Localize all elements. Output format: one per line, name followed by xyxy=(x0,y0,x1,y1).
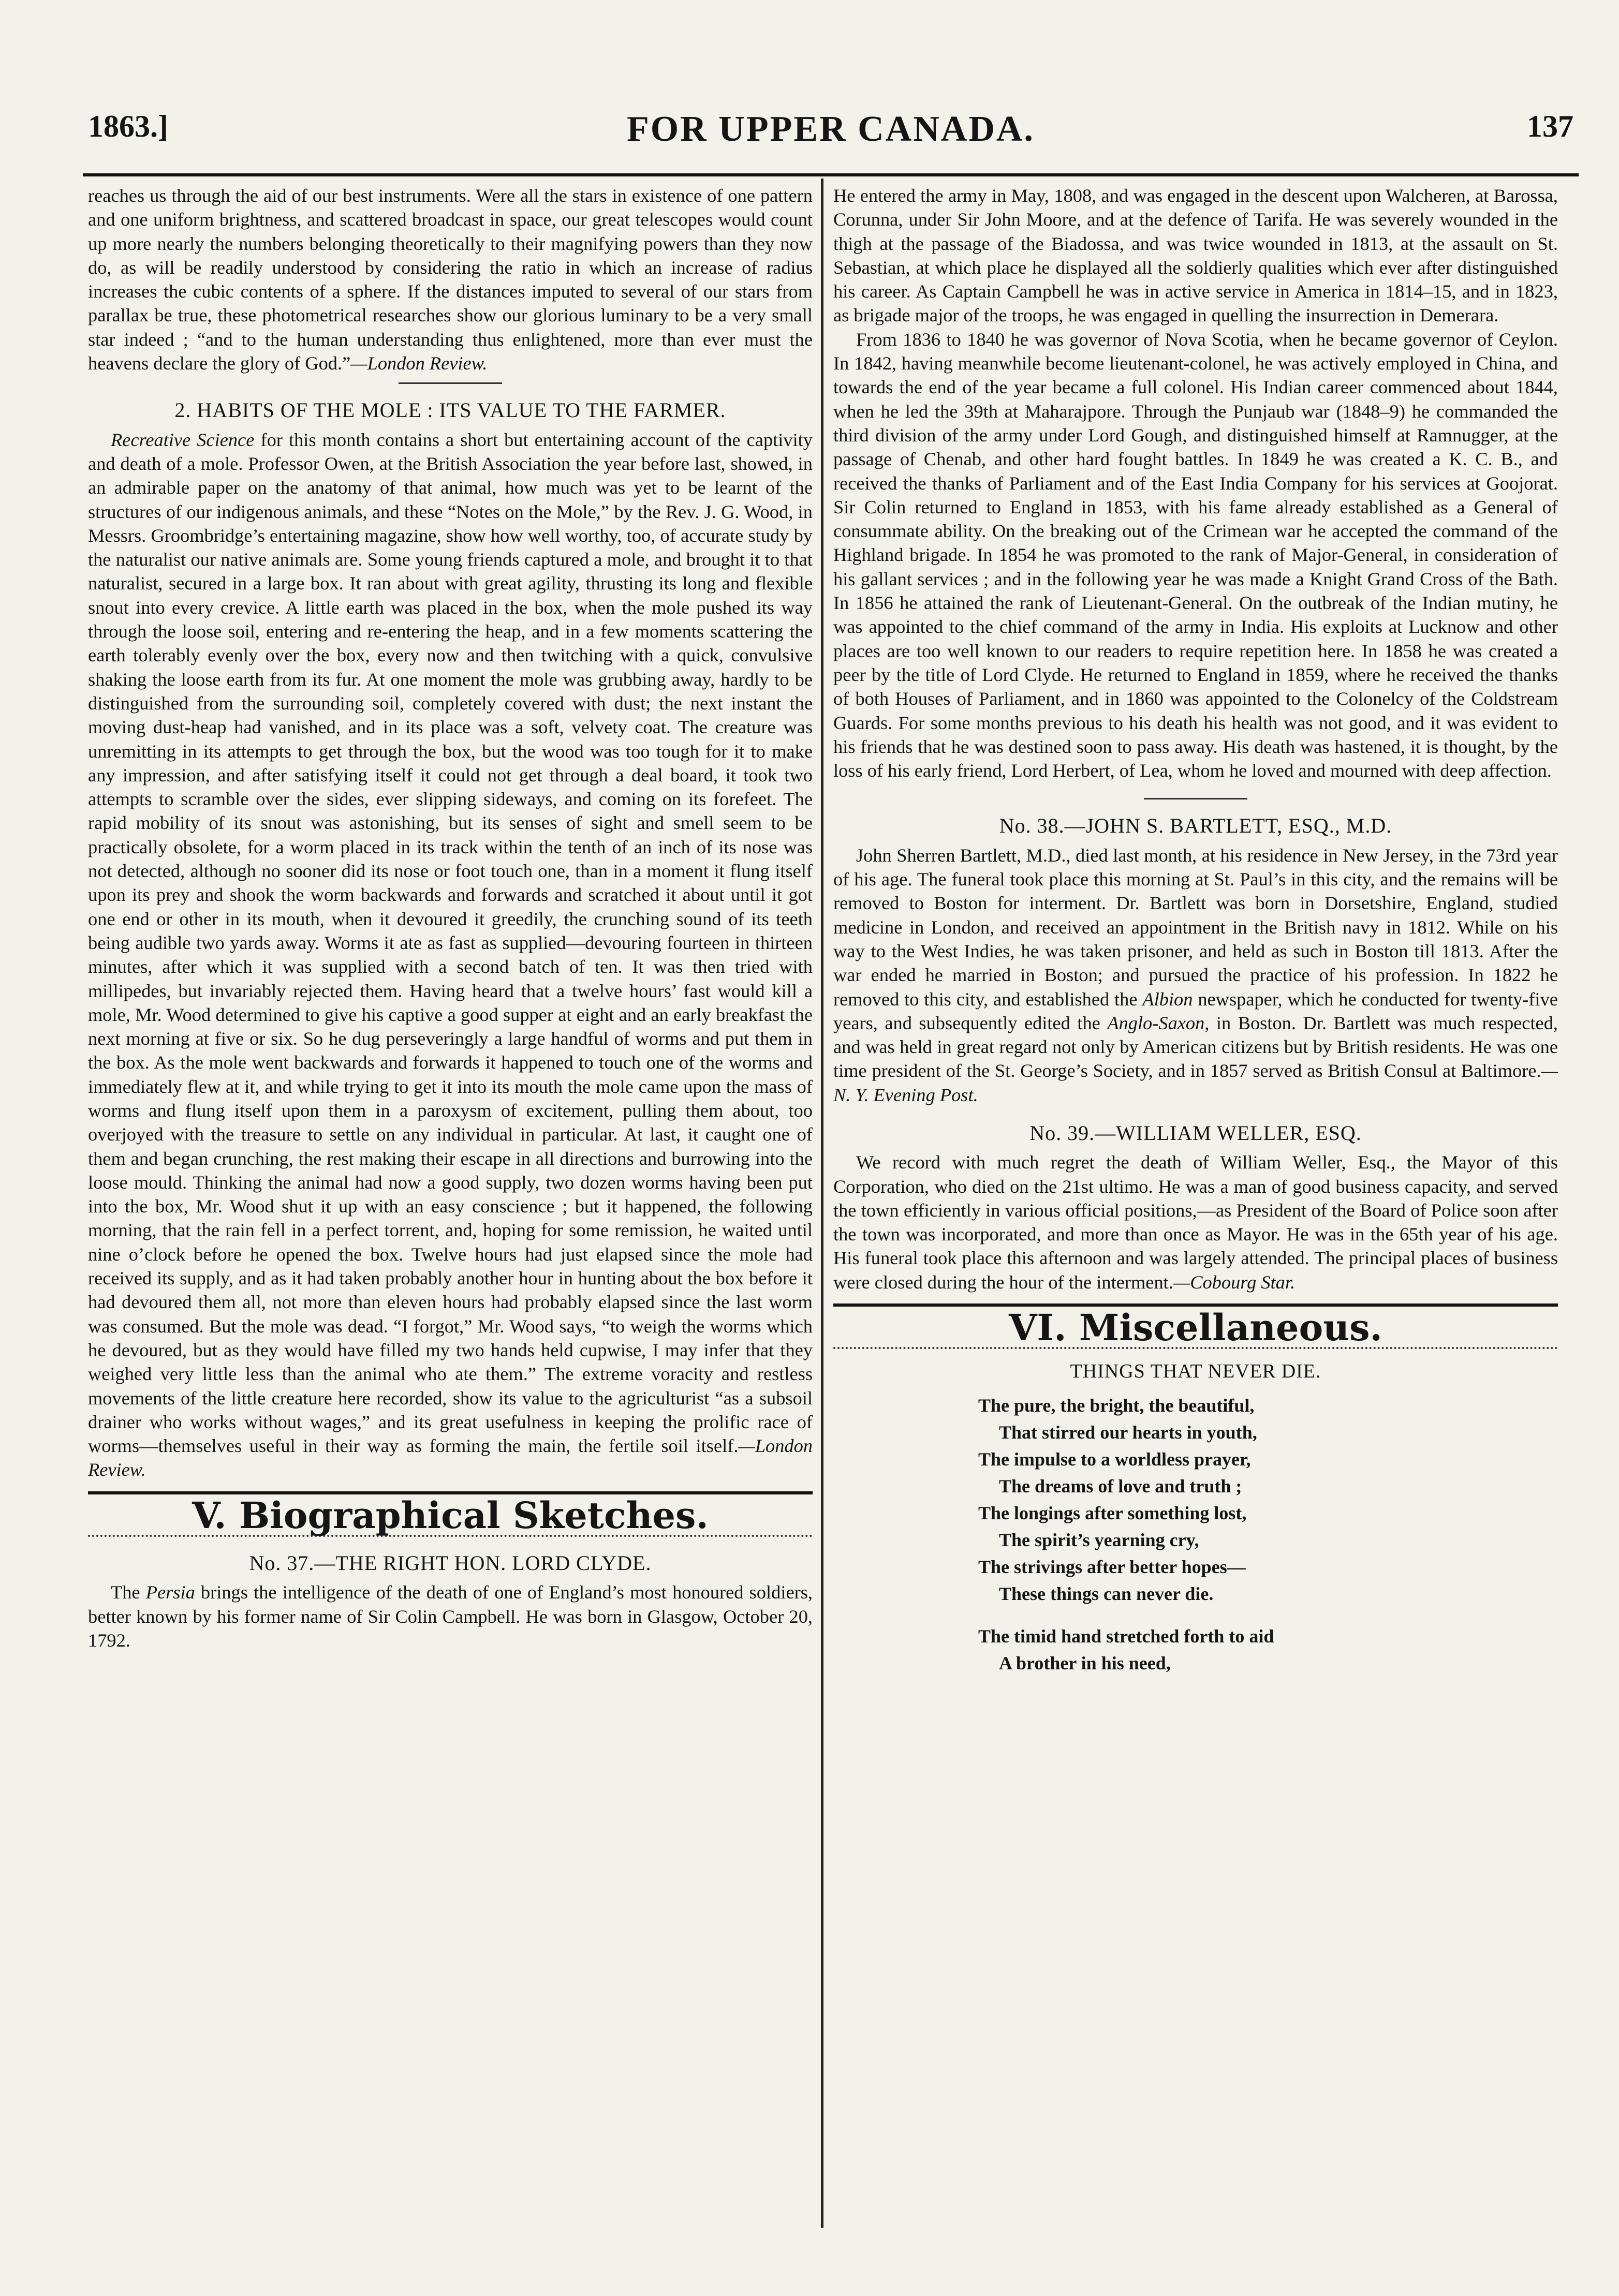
stars-paragraph: reaches us through the aid of our best instruments. Were all the stars in existence of one pattern and one uniform brightness, and scattered broadcast in space, our great telescopes would count up more nearly the numbers belonging theoretically to their magnifying powers than they now do, as will be readily understood by considering the ratio in which an increase of radius increases the cubic contents of a sphere. If the distances imputed to several of our stars from parallax be true, these photometrical researches show our glorious luminary to be a very small star indeed ; “and to the human understanding thus enlightened, more than ever must the heavens declare the glory of God.”—London Review. xyxy=(88,185,813,374)
poem-line: The longings after something lost, xyxy=(978,1502,1247,1523)
clyde-paragraph-3: From 1836 to 1840 he was governor of Nova Scotia, when he became governor of Ceylon. In 1842, having meanwhile become lieutenant-colonel, he was actively employed in China, and towards the end of the year became a full colonel. His Indian career commenced about 1844, when he led the 39th at Maharajpore. Through the Punjaub war (1848–9) he commanded the third division of the army under Lord Gough, and distinguished himself at Ramnugger, at the passage of Chenab, and other hard fought battles. In 1849 he was created a K. C. B., and received the thanks of Parliament and of the East India Company for his services at Goojorat. Sir Colin returned to England in 1853, with his fame already established as a General of consummate ability. On the breaking out of the Crimean war he accepted the command of the Highland brigade. In 1854 he was promoted to the rank of Major-General, in consideration of his gallant services ; and in the following year he was made a Knight Grand Cross of the Bath. In 1856 he attained the rank of Lieutenant-General. On the outbreak of the Indian mutiny, he was appointed to the chief command of the army in India. His exploits at Lucknow and other places are too well known to our readers to require repetition here. In 1858 he was created a peer by the title of Lord Clyde. He returned to England in 1859, where he received the thanks of both Houses of Parliament, and in 1860 was appointed to the Colonelcy of the Coldstream Guards. For some months previous to his death his health was not good, and it was evident to his friends that he was destined soon to pass away. His death was hastened, it is thought, by the loss of his early friend, Lord Herbert, of Lea, whom he loved and mourned with deep affection. xyxy=(833,329,1558,781)
section-vi-title: VI. Miscellaneous. xyxy=(1009,1306,1382,1350)
poem-line: The spirit’s yearning cry, xyxy=(999,1529,1199,1550)
column-divider xyxy=(821,179,823,2228)
header-rule xyxy=(83,173,1579,176)
left-column xyxy=(88,184,813,1652)
short-separator-2 xyxy=(1144,798,1247,799)
poem-title: THINGS THAT NEVER DIE. xyxy=(1070,1360,1321,1383)
weller-source: —Cobourg Star. xyxy=(1173,1271,1296,1293)
section-v-banner xyxy=(88,1491,813,1537)
albion-title: Albion xyxy=(1142,988,1193,1010)
short-separator xyxy=(399,382,502,384)
bartlett-heading: No. 38.—JOHN S. BARTLETT, ESQ., M.D. xyxy=(999,814,1392,838)
header-date: 1863.] xyxy=(88,109,168,143)
poem-line: These things can never die. xyxy=(999,1583,1214,1604)
weller-paragraph: We record with much regret the death of William Weller, Esq., the Mayor of this Corporation, who died on the 21st ultimo. He was a man of good business capacity, and served the town efficiently in various official positions,—as President of the Board of Police soon after the town was incorporated, and more than once as Mayor. He was in the 65th year of his age. His funeral took place this afternoon and was largely attended. The principal places of business were closed during the hour of the interment.—Cobourg Star. xyxy=(833,1152,1558,1293)
bartlett-paragraph: John Sherren Bartlett, M.D., died last month, at his residence in New Jersey, in the 73rd year of his age. The funeral took place this morning at St. Paul’s in this city, and the remains will be removed to Boston for interment. Dr. Bartlett was born in Dorsetshire, England, studied medicine in London, and received an appointment in the British navy in 1812. While on his way to the West Indies, he was taken prisoner, and held as such in Boston till 1813. After the war ended he married in Boston; and pursued the practice of his profession. In 1822 he removed to this city, and established the Albion newspaper, which he conducted for twenty-five years, and subsequently edited the Anglo-Saxon, in Boston. Dr. Bartlett was much respected, and was held in great regard not only by American citizens but by British residents. He was one time president of the St. George’s Society, and in 1857 served as British Consul at Baltimore.—N. Y. Evening Post. xyxy=(833,845,1558,1105)
poem-line: A brother in his need, xyxy=(999,1652,1171,1673)
persia-ship: Persia xyxy=(145,1582,195,1603)
running-header xyxy=(83,98,1579,160)
poem-line: The dreams of love and truth ; xyxy=(999,1475,1242,1497)
poem-line: That stirred our hearts in youth, xyxy=(999,1421,1257,1443)
mole-source: —London Review. xyxy=(88,1435,813,1480)
poem-line: The strivings after better hopes— xyxy=(978,1556,1246,1577)
poem-line: The timid hand stretched forth to aid xyxy=(978,1625,1274,1647)
bartlett-source: —N. Y. Evening Post. xyxy=(833,1060,1558,1105)
section-v-title: V. Biographical Sketches. xyxy=(192,1493,709,1537)
section-vi-banner xyxy=(833,1303,1558,1349)
poem xyxy=(833,1392,1558,1677)
poem-line: The pure, the bright, the beautiful, xyxy=(978,1395,1255,1416)
page-number: 137 xyxy=(1527,109,1573,143)
stars-source: —London Review. xyxy=(350,353,488,374)
clyde-paragraph-1: The Persia brings the intelligence of the death of one of England’s most honoured soldiers, better known by his former name of Sir Colin Campbell. He was born in Glasgow, October 20, 1792. xyxy=(88,1582,813,1651)
mole-heading: 2. HABITS OF THE MOLE : ITS VALUE TO THE FARMER. xyxy=(174,398,726,422)
header-title: FOR UPPER CANADA. xyxy=(627,109,1035,149)
weller-heading: No. 39.—WILLIAM WELLER, ESQ. xyxy=(1029,1121,1362,1145)
mole-paragraph: Recreative Science for this month contains a short but entertaining account of the captivity and death of a mole. Professor Owen, at the British Association the year before last, showed, in an admirable paper on the anatomy of that animal, how much was yet to be learnt of the structures of our indigenous animals, and these “Notes on the Mole,” by the Rev. J. G. Wood, in Messrs. Groombridge’s entertaining magazine, show how well worthy, too, of accurate study by the naturalist our native animals are. Some young friends captured a mole, and brought it to that naturalist, secured in a large box. It ran about with great agility, thrusting its long and flexible snout into every crevice. A little earth was placed in the box, when the mole pushed its way through the loose soil, entering and re-entering the heap, and in a few moments scattering the earth tolerably evenly over the box, every now and then twitching with a quick, convulsive shaking the loose earth from its fur. At one moment the mole was grubbing away, hardly to be distinguished from the surrounding soil, completely covered with dust; the next instant the moving dust-heap had vanished, and in its place was a soft, velvety coat. The creature was unremitting in its attempts to get through the box, but the wood was too tough for it to make any impression, and after satisfying itself it could not get through a deal board, it took two attempts to scramble over the sides, ever slipping sideways, and coming on its forefeet. The rapid mobility of its snout was astonishing, but its senses of sight and smell seem to be practically obsolete, for a worm placed in its track within the tenth of an inch of its nose was not detected, although no sooner did its nose or foot touch one, than in a moment it flung itself upon its prey and shook the worm backwards and forwards and scratched it about until it got one end or other in its mouth, when it devoured it greedily, the crunching sound of its teeth being audible two yards away. Worms it ate as fast as supplied—devouring fourteen in thirteen minutes, after which it was supplied with a second batch of ten. It was then tried with millipedes, but invariably rejected them. Having heard that a twelve hours’ fast would kill a mole, Mr. Wood determined to give his captive a good supper at eight and an early breakfast the next morning at five or six. So he dug perseveringly a large handful of worms and put them in the box. As the mole went backwards and forwards it happened to touch one of the worms and immediately flew at it, and while trying to get it into its mouth the mole came upon the mass of worms and flung itself upon them in a paroxysm of excitement, pulling them about, too overjoyed with the treasure to settle on any individual in particular. At last, it caught one of them and began crunching, the rest making their escape in all directions and burrowing into the loose mould. Thinking the animal had now a good supply, two dozen worms having been put into the box, Mr. Wood shut it up with an easy conscience ; but it happened, the following morning, that the rain fell in a perfect torrent, and, hoping for some remission, he waited until nine o’clock before he opened the box. Twelve hours had just elapsed since the mole had received its supply, and as it had taken probably another hour in hunting about the box before it had devoured them all, not more than eleven hours had probably elapsed since the last worm was consumed. But the mole was dead. “I forgot,” Mr. Wood says, “to weigh the worms which he devoured, but as they would have filled my two hands held cupwise, I may infer that they weighed very little less than the animal who ate them.” The extreme voracity and restless movements of the little creature here recorded, show its value to the agriculturist “as a subsoil drainer who works without wages,” and its great usefulness in keeping the prolific race of worms—themselves useful in their way as forming the main, the fertile soil itself.—London Review. xyxy=(88,429,813,1480)
right-column xyxy=(833,184,1558,1677)
anglo-saxon-title: Anglo-Saxon xyxy=(1107,1012,1205,1033)
clyde-paragraph-2: He entered the army in May, 1808, and was engaged in the descent upon Walcheren, at Barossa, Corunna, under Sir John Moore, and at the defence of Tarifa. He was severely wounded in the thigh at the passage of the Biadossa, and was twice wounded in 1813, at the assault on St. Sebastian, at which place he displayed all the soldierly qualities which ever after distinguished his career. As Captain Campbell he was in active service in America in 1814–15, and in 1823, as brigade major of the troops, he was engaged in quelling the insurrection in Demerara. xyxy=(833,185,1558,326)
poem-line: The impulse to a worldless prayer, xyxy=(978,1448,1251,1470)
clyde-heading: No. 37.—THE RIGHT HON. LORD CLYDE. xyxy=(249,1551,652,1575)
mole-lead: Recreative Science xyxy=(111,429,255,450)
